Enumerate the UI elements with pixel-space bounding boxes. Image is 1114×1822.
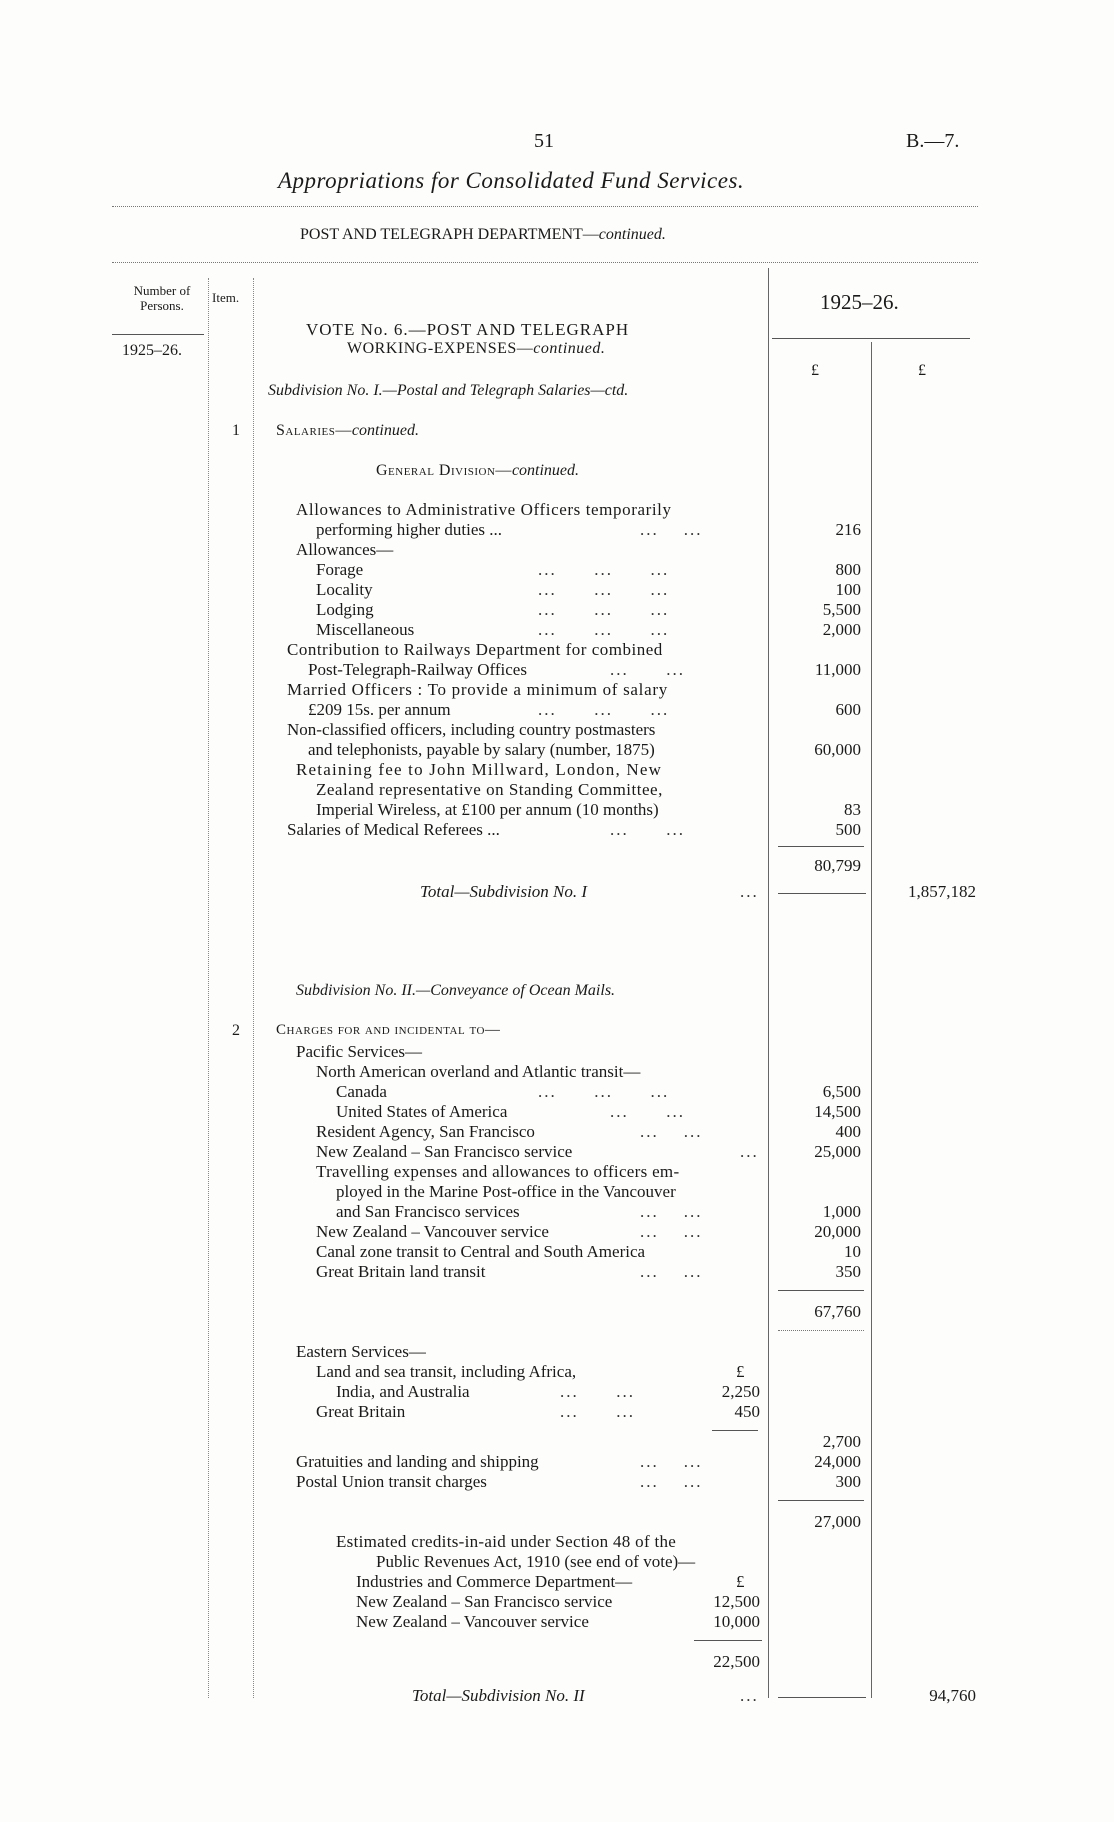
amount: 6,500 xyxy=(822,1082,861,1101)
credits-total: 22,500 xyxy=(713,1652,760,1671)
credits-line: Public Revenues Act, 1910 (see end of vote)— xyxy=(376,1552,696,1571)
amount-column-rule-mid xyxy=(871,342,872,1698)
amount: 2,700 xyxy=(822,1432,861,1451)
leader-dots: ... ... xyxy=(610,660,685,679)
subdivision-1-total-label: Total—Subdivision No. I xyxy=(420,882,588,901)
eastern-inner-amount: 2,250 xyxy=(721,1382,760,1401)
sub1-line: Post-Telegraph-Railway Offices xyxy=(308,660,527,679)
credits-line: New Zealand – Vancouver service xyxy=(356,1612,589,1631)
amount: 800 xyxy=(835,560,861,579)
department-name: POST AND TELEGRAPH DEPARTMENT— xyxy=(300,226,599,243)
sub2-line: New Zealand – Vancouver service xyxy=(316,1222,549,1241)
sub1-line: performing higher duties ... xyxy=(316,520,503,539)
amount: 5,500 xyxy=(822,600,861,619)
sub2-line: North American overland and Atlantic transit— xyxy=(316,1062,641,1081)
sum-rule xyxy=(778,1330,864,1331)
sub2-line: ployed in the Marine Post-office in the Vancouver xyxy=(336,1182,676,1201)
leader-dots: ... ... ... xyxy=(538,1082,670,1101)
amount: 83 xyxy=(844,800,861,819)
vote-title-line2: WORKING-EXPENSES—continued. xyxy=(347,340,606,357)
credits-line: Estimated credits-in-aid under Section 48 of the xyxy=(336,1532,677,1551)
sub1-line: Zealand representative on Standing Committee, xyxy=(316,780,663,799)
leader-dots: ... ... xyxy=(560,1402,635,1421)
amount: 1,000 xyxy=(822,1202,861,1221)
amount-column-rule-left xyxy=(768,268,769,1698)
item-column-rule-left xyxy=(208,278,209,1698)
amount: 300 xyxy=(835,1472,861,1491)
eastern-line: Gratuities and landing and shipping xyxy=(296,1452,539,1471)
item-column-rule-right xyxy=(253,278,254,1698)
sub1-line: Miscellaneous xyxy=(316,620,415,639)
sum-rule xyxy=(778,846,864,847)
leader-dots: ... xyxy=(740,1686,759,1705)
sub1-line: Forage xyxy=(316,560,364,579)
leader-dots: ... ... ... xyxy=(538,560,670,579)
number-of-persons-heading: Number of Persons. xyxy=(133,283,191,313)
sum-rule xyxy=(778,1290,864,1291)
sub1-line: Contribution to Railways Department for combined xyxy=(287,640,663,659)
leader-dots: ... ... xyxy=(610,820,685,839)
document-reference: B.—7. xyxy=(906,130,960,152)
credits-amount: 10,000 xyxy=(713,1612,760,1631)
sub2-line: New Zealand – San Francisco service xyxy=(316,1142,573,1161)
header-rule xyxy=(112,262,978,263)
inner-sum-rule xyxy=(694,1640,762,1641)
total-rule xyxy=(778,1697,866,1698)
eastern-inner-pound: £ xyxy=(736,1362,745,1381)
eastern-inner-amount: 450 xyxy=(734,1402,760,1421)
subdivision-2-total-label: Total—Subdivision No. II xyxy=(412,1686,585,1705)
salaries-heading: Salaries—continued. xyxy=(276,422,419,439)
amount: 24,000 xyxy=(814,1452,861,1471)
sub2-line: Great Britain land transit xyxy=(316,1262,486,1281)
amount-year-label: 1925–26. xyxy=(820,290,899,314)
sub2-line: Travelling expenses and allowances to officers em- xyxy=(316,1162,680,1181)
sub2-line: Canal zone transit to Central and South America xyxy=(316,1242,646,1261)
pound-symbol-col1: £ xyxy=(811,362,819,379)
leader-dots: ... ... xyxy=(640,1472,703,1491)
sub2-line: Resident Agency, San Francisco xyxy=(316,1122,535,1141)
leader-dots: ... ... xyxy=(640,520,703,539)
amount: 11,000 xyxy=(814,660,861,679)
amount: 400 xyxy=(835,1122,861,1141)
eastern-services-total: 27,000 xyxy=(814,1512,861,1531)
sub1-line: Locality xyxy=(316,580,373,599)
amount: 500 xyxy=(835,820,861,839)
charges-heading: Charges for and incidental to— xyxy=(276,1022,501,1038)
item-heading: Item. xyxy=(212,290,240,305)
persons-heading-rule xyxy=(112,334,204,335)
sub1-line: Allowances to Administrative Officers temporarily xyxy=(296,500,672,519)
amount: 60,000 xyxy=(814,740,861,759)
subdivision-2-total: 94,760 xyxy=(929,1686,976,1705)
eastern-line: India, and Australia xyxy=(336,1382,470,1401)
subdivision-1-item-number: 1 xyxy=(232,422,240,439)
credits-line: New Zealand – San Francisco service xyxy=(356,1592,613,1611)
sub2-line: Pacific Services— xyxy=(296,1042,423,1061)
amount: 14,500 xyxy=(814,1102,861,1121)
sub2-line: Canada xyxy=(336,1082,387,1101)
sub1-line: Salaries of Medical Referees ... xyxy=(287,820,500,839)
eastern-line: Postal Union transit charges xyxy=(296,1472,487,1491)
vote-title-line1: VOTE No. 6.—POST AND TELEGRAPH xyxy=(306,320,630,339)
amount: 600 xyxy=(835,700,861,719)
sub1-line: £209 15s. per annum xyxy=(308,700,451,719)
total-rule xyxy=(778,893,866,894)
sub1-line: Imperial Wireless, at £100 per annum (10 months) xyxy=(316,800,659,819)
leader-dots: ... ... xyxy=(640,1262,703,1281)
leader-dots: ... ... ... xyxy=(538,700,670,719)
subdivision-1-heading: Subdivision No. I.—Postal and Telegraph Salaries—ctd. xyxy=(268,382,629,399)
sub1-line: Retaining fee to John Millward, London, New xyxy=(296,760,663,779)
pacific-services-total: 67,760 xyxy=(814,1302,861,1321)
credits-line: Industries and Commerce Department— xyxy=(356,1572,633,1591)
inner-sum-rule xyxy=(712,1430,758,1431)
sub1-line: Non-classified officers, including country postmasters xyxy=(287,720,656,739)
amount: 100 xyxy=(835,580,861,599)
subdivision-2-item-number: 2 xyxy=(232,1022,240,1039)
eastern-line: Eastern Services— xyxy=(296,1342,426,1361)
leader-dots: ... xyxy=(740,1142,759,1161)
amount: 10 xyxy=(844,1242,861,1261)
leader-dots: ... ... xyxy=(640,1202,703,1221)
amount: 350 xyxy=(835,1262,861,1281)
leader-dots: ... ... xyxy=(640,1122,703,1141)
page-title: Appropriations for Consolidated Fund Services. xyxy=(278,168,745,193)
amount: 20,000 xyxy=(814,1222,861,1241)
sub2-line: and San Francisco services xyxy=(336,1202,520,1221)
leader-dots: ... ... xyxy=(640,1452,703,1471)
credits-pound: £ xyxy=(736,1572,745,1591)
leader-dots: ... ... ... xyxy=(538,580,670,599)
general-division-heading: General Division—continued. xyxy=(376,462,580,479)
leader-dots: ... ... ... xyxy=(538,600,670,619)
amount: 25,000 xyxy=(814,1142,861,1161)
department-heading xyxy=(300,226,666,244)
sub2-line: United States of America xyxy=(336,1102,508,1121)
eastern-line: Great Britain xyxy=(316,1402,406,1421)
credits-amount: 12,500 xyxy=(713,1592,760,1611)
amount: 216 xyxy=(835,520,861,539)
sub1-line: Allowances— xyxy=(296,540,394,559)
amount: 2,000 xyxy=(822,620,861,639)
leader-dots: ... ... xyxy=(560,1382,635,1401)
page-number: 51 xyxy=(534,130,554,152)
sub1-line: Married Officers : To provide a minimum of salary xyxy=(287,680,668,699)
leader-dots: ... ... xyxy=(640,1222,703,1241)
subdivision-2-heading: Subdivision No. II.—Conveyance of Ocean Mails. xyxy=(296,982,616,999)
sub1-line: and telephonists, payable by salary (number, 1875) xyxy=(308,740,655,759)
sum-rule xyxy=(778,1500,864,1501)
subtotal-amount: 80,799 xyxy=(814,856,861,875)
amount-heading-rule xyxy=(772,338,970,339)
pound-symbol-col2: £ xyxy=(918,362,926,379)
persons-year-label: 1925–26. xyxy=(122,342,182,359)
leader-dots: ... xyxy=(740,882,759,901)
leader-dots: ... ... ... xyxy=(538,620,670,639)
department-continued: continued. xyxy=(598,226,666,243)
eastern-line: Land and sea transit, including Africa, xyxy=(316,1362,577,1381)
title-rule xyxy=(112,206,978,207)
sub1-line: Lodging xyxy=(316,600,374,619)
subdivision-1-total: 1,857,182 xyxy=(908,882,976,901)
leader-dots: ... ... xyxy=(610,1102,685,1121)
